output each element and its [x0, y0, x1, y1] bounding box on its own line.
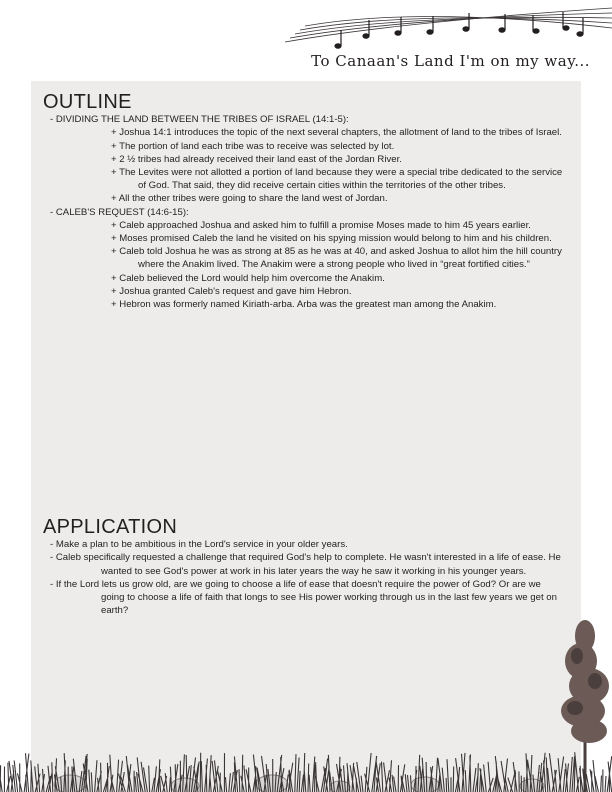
outline-section-title: - DIVIDING THE LAND BETWEEN THE TRIBES OF ISRAEL (14:1-5): — [50, 114, 349, 126]
outline-point: + Hebron was formerly named Kiriath-arba. Arba was the greatest man among the Anakim. — [111, 299, 497, 311]
outline-section — [43, 91, 563, 311]
application-list — [43, 538, 563, 617]
outline-point: + The portion of land each tribe was to receive was selected by lot. — [111, 140, 395, 152]
outline-points — [58, 126, 563, 205]
music-staff-icon — [280, 0, 612, 56]
outline-point: + All the other tribes were going to share the land west of Jordan. — [111, 193, 388, 205]
outline-points — [58, 219, 563, 311]
series-title: To Canaan's Land I'm on my way... — [311, 52, 590, 70]
outline-section-title: - CALEB'S REQUEST (14:6-15): — [50, 206, 189, 218]
outline-point: + Moses promised Caleb the land he visited on his spying mission would belong to him and his children. — [111, 233, 552, 245]
outline-point: + 2 ½ tribes had already received their land east of the Jordan River. — [111, 153, 402, 165]
application-point: - If the Lord lets us grow old, are we going to choose a life of ease that doesn't require the power of God? Or are we going to choose a life of faith that longs to see His power working through us in the last few years we get on earth? — [50, 578, 557, 617]
grass-ground-icon — [0, 732, 612, 792]
application-point: - Caleb specifically requested a challenge that required God's help to complete. He wasn't interested in a life of ease. He wanted to see God's power at work in his later years the way he saw it working in his younger years. — [50, 552, 561, 577]
outline-point: + Joshua 14:1 introduces the topic of the next several chapters, the allotment of land to the tribes of Israel. — [111, 127, 562, 139]
study-content — [43, 91, 563, 617]
outline-point: + Caleb believed the Lord would help him overcome the Anakim. — [111, 272, 385, 284]
application-point: - Make a plan to be ambitious in the Lord's service in your older years. — [50, 539, 348, 551]
outline-point: + Caleb told Joshua he was as strong at 85 as he was at 40, and asked Joshua to allot him the hill country where the Anakim lived. The Anakim were a strong people who lived in “great fortified cities.” — [111, 246, 562, 271]
application-heading: APPLICATION — [43, 516, 178, 538]
outline-list — [43, 113, 563, 311]
outline-point: + Joshua granted Caleb's request and gave him Hebron. — [111, 285, 352, 297]
application-section — [43, 516, 563, 617]
outline-point: + Caleb approached Joshua and asked him to fulfill a promise Moses made to him 45 years earlier. — [111, 219, 531, 231]
outline-point: + The Levites were not allotted a portion of land because they were a special tribe dedicated to the service of God. That said, they did receive certain cities within the territories of the other tribes. — [111, 167, 563, 192]
outline-heading: OUTLINE — [43, 91, 132, 113]
outline-section-item — [43, 113, 563, 205]
outline-section-item — [43, 206, 563, 312]
